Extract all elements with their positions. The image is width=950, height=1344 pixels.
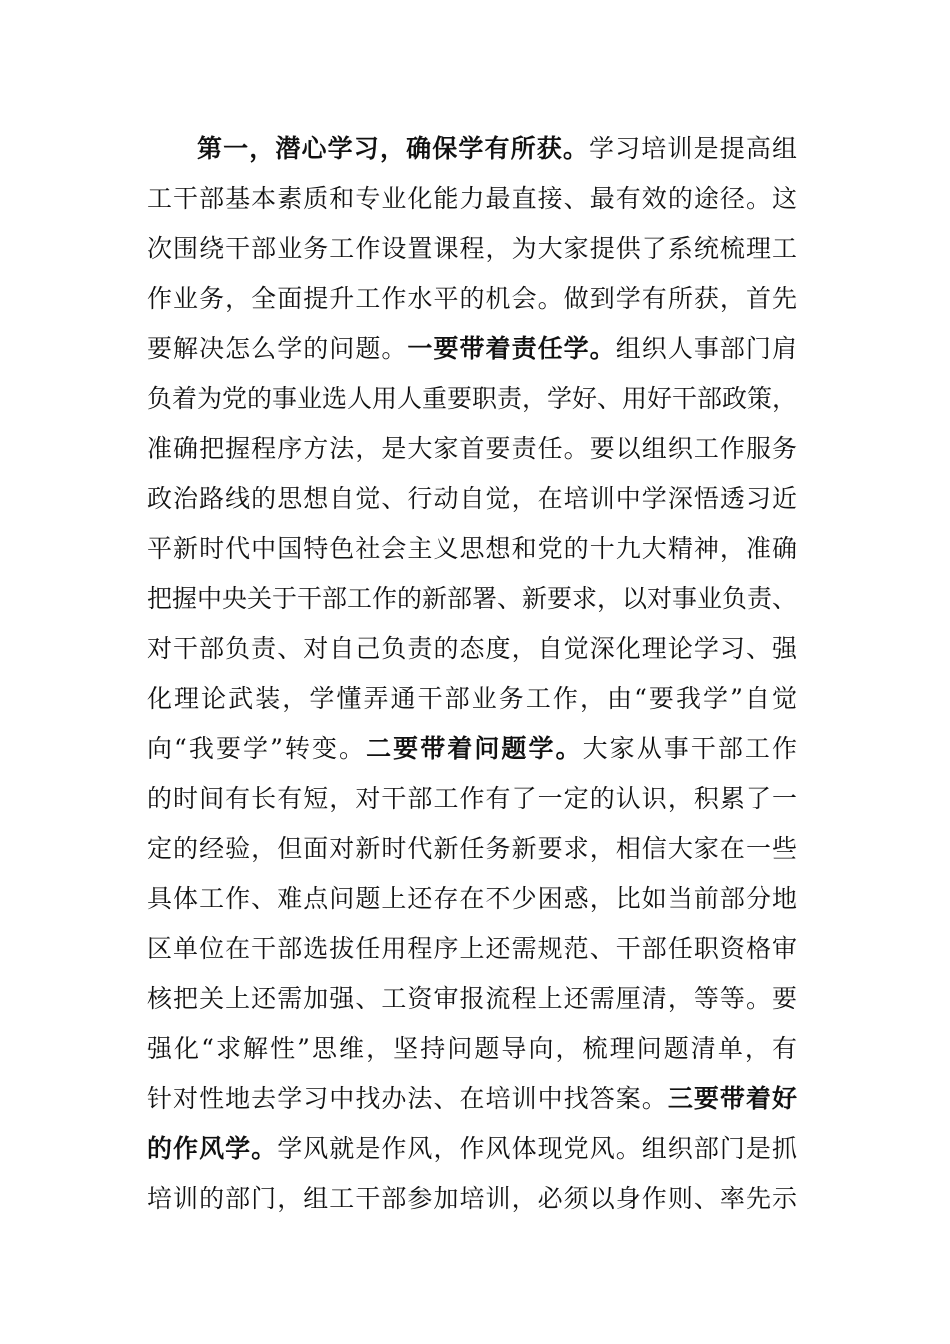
text-segment: 化理论武装，学懂弄通干部业务工作，由“要我学”自觉: [147, 684, 797, 713]
text-line: [197, 129, 797, 169]
text-line: [147, 1129, 797, 1169]
text-segment: 作业务，全面提升工作水平的机会。做到学有所获，首先: [147, 284, 797, 313]
text-segment: 的时间有长有短，对干部工作有了一定的认识，积累了一: [147, 784, 797, 813]
bold-heading-segment: 第一，潜心学习，确保学有所获。: [197, 134, 590, 163]
text-line: [147, 979, 797, 1019]
text-segment: 学风就是作风，作风体现党风。组织部门是抓: [277, 1134, 797, 1163]
text-segment: 具体工作、难点问题上还存在不少困惑，比如当前部分地: [147, 884, 797, 913]
text-segment: 学习培训是提高组: [589, 134, 797, 163]
bold-heading-segment: 三要带着好: [667, 1084, 797, 1113]
text-segment: 要解决怎么学的问题。: [147, 334, 408, 363]
bold-heading-segment: 二要带着问题学。: [366, 734, 583, 763]
text-line: [147, 1079, 797, 1119]
text-segment: 针对性地去学习中找办法、在培训中找答案。: [147, 1084, 668, 1113]
text-line: [147, 179, 797, 219]
text-segment: 核把关上还需加强、工资审报流程上还需厘清，等等。要: [147, 984, 797, 1013]
text-line: [147, 379, 797, 419]
text-line: [147, 329, 797, 369]
text-segment: 平新时代中国特色社会主义思想和党的十九大精神，准确: [147, 534, 797, 563]
text-segment: 对干部负责、对自己负责的态度，自觉深化理论学习、强: [147, 634, 797, 663]
text-line: [147, 1179, 797, 1219]
text-segment: 强化“求解性”思维，坚持问题导向，梳理问题清单，有: [147, 1034, 797, 1063]
text-segment: 定的经验，但面对新时代新任务新要求，相信大家在一些: [147, 834, 797, 863]
text-segment: 把握中央关于干部工作的新部署、新要求，以对事业负责、: [147, 584, 798, 613]
text-segment: 次围绕干部业务工作设置课程，为大家提供了系统梳理工: [147, 234, 797, 263]
text-line: [147, 929, 797, 969]
text-line: [147, 429, 797, 469]
text-line: [147, 229, 797, 269]
text-line: [147, 1029, 797, 1069]
text-segment: 工干部基本素质和专业化能力最直接、最有效的途径。这: [147, 184, 797, 213]
text-line: [147, 729, 797, 769]
text-line: [147, 279, 797, 319]
text-segment: 区单位在干部选拔任用程序上还需规范、干部任职资格审: [147, 934, 797, 963]
bold-heading-segment: 的作风学。: [147, 1134, 278, 1163]
text-segment: 培训的部门，组工干部参加培训，必须以身作则、率先示: [147, 1184, 797, 1213]
text-segment: 负着为党的事业选人用人重要职责，学好、用好干部政策，: [147, 384, 798, 413]
bold-heading-segment: 一要带着责任学。: [407, 334, 616, 363]
text-segment: 准确把握程序方法，是大家首要责任。要以组织工作服务: [147, 434, 797, 463]
text-segment: 向“我要学”转变。: [147, 734, 367, 763]
text-line: [147, 879, 797, 919]
text-line: [147, 779, 797, 819]
text-segment: 政治路线的思想自觉、行动自觉，在培训中学深悟透习近: [147, 484, 797, 513]
text-line: [147, 479, 797, 519]
text-line: [147, 579, 797, 619]
text-segment: 组织人事部门肩: [615, 334, 797, 363]
text-line: [147, 829, 797, 869]
text-line: [147, 629, 797, 669]
text-line: [147, 679, 797, 719]
text-line: [147, 529, 797, 569]
text-segment: 大家从事干部工作: [582, 734, 797, 763]
